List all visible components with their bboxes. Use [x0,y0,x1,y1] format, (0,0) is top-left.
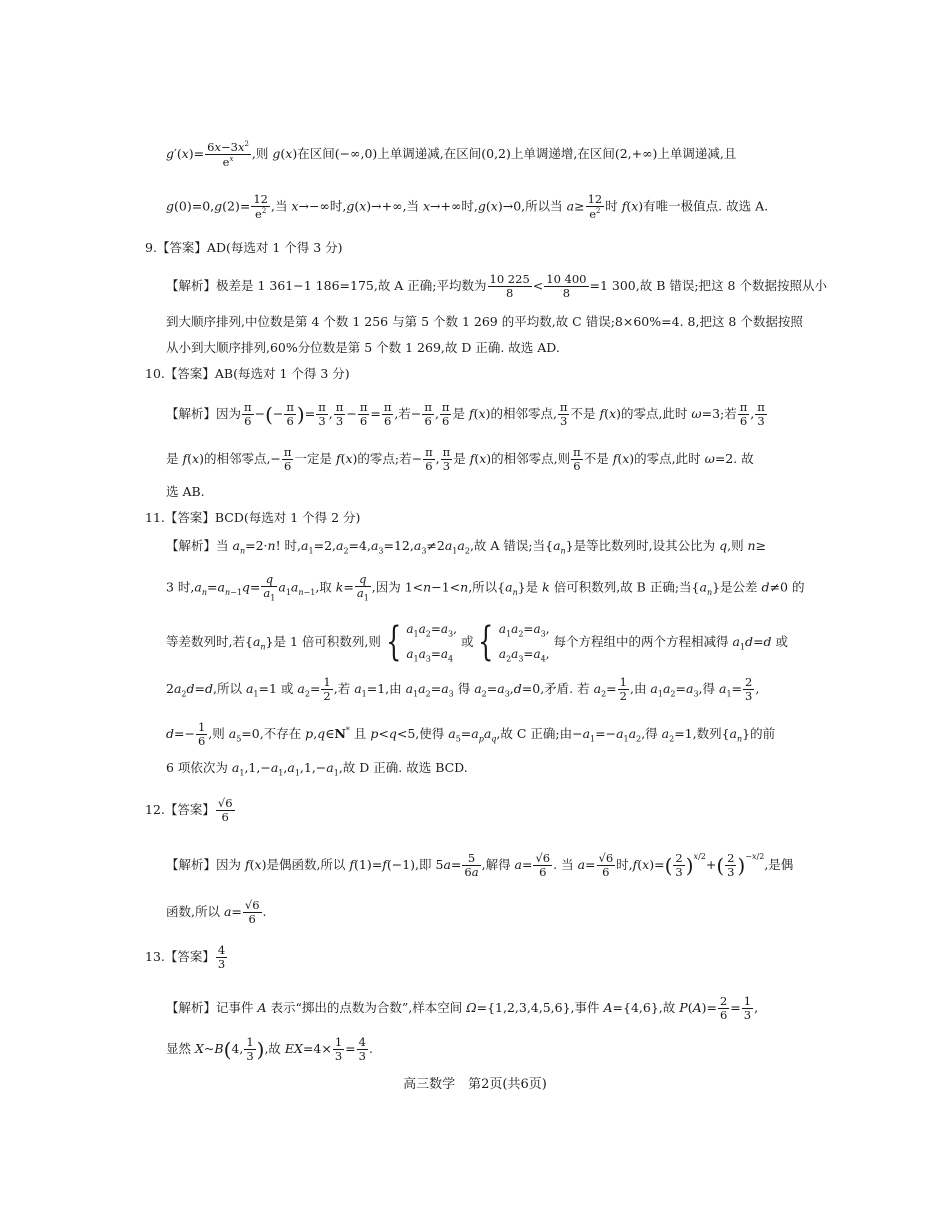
text-line-19: 【解析】因为 f(x)是偶函数,所以 f(1)=f(−1),即 5a= $\frac{5}{6a}$ ,解得 a= $\frac{√6}{6}$ . 当 a= $\frac{√6}{6}$ 时,f(x)=( $\frac{2}{3}$ )$^{x/2}$+( $\frac{2}{3}$ )$^{-x/2}$,是偶 [166,851,794,880]
text-line-9: 是 f(x)的相邻零点,− $\frac{\pi}{6}$ 一定是 f(x)的零点;若− $\frac{\pi}{6}$ , $\frac{\pi}{3}$ 是 f(x)的相邻零点,则 $\frac{\pi}{6}$ 不是 f(x)的零点,此时 ω=2. 故 [166,445,754,474]
text-line-8: 【解析】因为 $\frac{\pi}{6}$ −(− $\frac{\pi}{6}$ )= $\frac{\pi}{3}$ , $\frac{\pi}{3}$ − $\frac{\pi}{6}$ = $\frac{\pi}{6}$ ,若− $\frac{\pi}{6}$ , $\frac{\pi}{6}$ 是 f(x)的相邻零点, $\frac{\pi}{3}$ 不是 f(x)的零点,此时 ω=3;若 $\frac{\pi}{6}$ , $\frac{\pi}{3}$ [166,400,765,429]
text-line-4: 【解析】极差是 1 361−1 186=175,故 A 正确;平均数为 $\frac{10 225}{8}$ < $\frac{10 400}{8}$ =1 300,故 B 错误;把这 8 个数据按照从小 [166,272,827,301]
text-line-17: 6 项依次为 $a_1,1,-a_1,a_1,1,-a_1$,故 D 正确. 故选 BCD. [166,760,468,778]
answer-13-header: 13.【答案】 $\frac{4}{3}$ [145,943,226,972]
text-line-22: 【解析】记事件 A 表示“掷出的点数为合数”,样本空间 Ω={1,2,3,4,5,6},事件 A={4,6},故 P(A)= $\frac{2}{6}$ = $\frac{1}{3}$ , [166,994,759,1023]
text-line-14: 等差数列时,若$\{a_n\}$是 1 倍可积数列,则 { $a_1a_2=a_3$, $a_1a_3=a_4$ 或 { $a_1a_2=a_3$, $a_2a_3=a_4$, 每个方程组中的两个方程相减得 $a_1d=d$ 或 [166,619,789,666]
text-line-6: 从小到大顺序排列,60%分位数是第 5 个数 1 269,故 D 正确. 故选 AD. [166,340,560,355]
answer-10-header: 10.【答案】AB(每选对 1 个得 3 分) [145,366,350,381]
text-line-13: 3 时$,a_n=a_{n-1}q=$ $\frac{q}{a_1}$ $a_1a_{n-1}$,取 k= $\frac{q}{a_1}$ ,因为 1<n−1<n,所以$\{a_n\}$是 k 倍可积数列,故 B 正确;当$\{a_n\}$是公差 d≠0 的 [166,572,805,603]
text-line-16: d=− $\frac{1}{6}$ ,则 $a_5=0$,不存在 p,q∈N* 且 p<q<5,使得 $a_5=a_pa_q$,故 C 正确;由$-a_1=-a_1a_2$,得 $a_2=1$,数列$\{a_n\}$的前 [166,720,776,749]
text-line-10: 选 AB. [166,484,205,499]
text-line-23: 显然 X~B(4, $\frac{1}{3}$ ),故 EX=4× $\frac{1}{3}$ = $\frac{4}{3}$ . [166,1035,373,1064]
answer-9-header: 9.【答案】AD(每选对 1 个得 3 分) [145,240,343,255]
text-line-15: $2a_2d=d$,所以 $a_1=1$ 或 $a_2=$ $\frac{1}{2}$ ,若 $a_1=1$,由 $a_1a_2=a_3$ 得 $a_2=a_3,d=0$,矛盾. 若 $a_2=$ $\frac{1}{2}$ ,由 $a_1a_2=a_3$,得 $a_1=$ $\frac{2}{3}$ , [166,675,760,704]
answer-12-header: 12.【答案】 $\frac{√6}{6}$ [145,796,233,825]
text-line-2: g(0)=0,g(2)= $\frac{12}{e^2}$ ,当 x→−∞时,g(x)→+∞,当 x→+∞时,g(x)→0,所以当 a≥ $\frac{12}{e^2}$ 时 f(x)有唯一极值点. 故选 A. [166,192,769,222]
answer-11-header: 11.【答案】BCD(每选对 1 个得 2 分) [145,510,361,525]
text-line-20: 函数,所以 a= $\frac{√6}{6}$ . [166,898,267,927]
text-line-1: g′(x)= $\frac{6x-3x^2}{e^x}$ ,则 g(x)在区间(−∞,0)上单调递减,在区间(0,2)上单调递增,在区间(2,+∞)上单调递减,且 [166,140,737,170]
page-footer: 高三数学 第2页(共6页) [403,1077,547,1092]
text-line-5: 到大顺序排列,中位数是第 4 个数 1 256 与第 5 个数 1 269 的平均数,故 C 错误;8×60%=4. 8,把这 8 个数据按照 [166,314,803,329]
text-line-12: 【解析】当 $a_n=2\cdot n$! 时$,a_1=2,a_2=4,a_3=12,a_3\ne 2a_1a_2$,故 A 错误;当$\{a_n\}$是等比数列时,设其公比为 q,则 n≥ [166,538,767,556]
